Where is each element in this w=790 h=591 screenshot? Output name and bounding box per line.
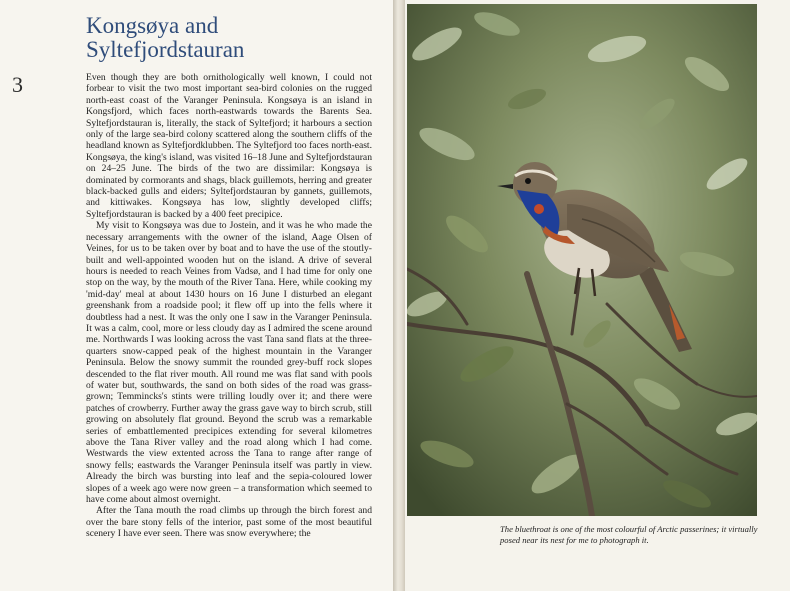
chapter-title-line-2: Syltefjordstauran	[86, 37, 245, 62]
chapter-title-line-1: Kongsøya and	[86, 13, 219, 38]
book-gutter	[393, 0, 405, 591]
photo-caption: The bluethroat is one of the most colourful of Arctic passerines; it virtually posed near its nest for me to photograph it.	[500, 524, 758, 545]
chapter-title	[86, 14, 376, 62]
chapter-number: 3	[12, 72, 23, 97]
paragraph-2: My visit to Kongsøya was due to Jostein, and it was he who made the necessary arrangements with the owner of the island, Aage Olsen of Veines, for us to be taken over by boat and to have the use of the stoutly-built and well-appointed wooden hut on the island. A drive of several hours is needed to reach Veines from Vadsø, and I had time for only one stop on the way, by the mouth of the River Tana. Here, while cooking my 'mid-day' meal at about 1430 hours on 16 June I disturbed an elegant greenshank from a roadside pool; it flew off up into the fells where it doubtless had a nest. It was the only one I saw in the Varanger Peninsula. It was a calm, cool, more or less cloudy day as I admired the scene around me. Northwards I was looking across the vast Tana sand flats at the three-quarters snow-capped peak of the highest mountain in the Varanger Peninsula. Below the snowy summit the rounded grey-buff rock slopes descended to the flat river mouth. All round me was flat sand with pools of water but, southwards, the sand on both sides of the road was grass-grown; Temmincks's stints were trilling loudly over it; and there were patches of crowberry. Further away the grass gave way to birch scrub, still growing on absolutely flat ground. Beyond the scrub was a remarkable series of embattlemented precipices extending for several kilometres above the Tana River valley and the road along which I had come. Westwards the view extented across the Tana to range after range of snowy fells; eastwards the Varanger Peninsula itself was partly in view. Already the birch was bursting into leaf and the sepia-coloured lower slopes of a week ago were now green – a transformation which seemed to have come about almost overnight.	[86, 220, 372, 506]
paragraph-3: After the Tana mouth the road climbs up through the birch forest and over the bare stony fells of the interior, past some of the most beautiful scenery I have ever seen. There was snow everywhere; the	[86, 505, 372, 540]
bluethroat-photo	[407, 4, 757, 516]
body-text	[86, 72, 372, 540]
bluethroat-illustration	[407, 4, 757, 516]
paragraph-1: Even though they are both ornithologically well known, I could not forbear to visit the two most important sea-bird colonies on the rugged north-east coast of the Varanger Peninsula. Kongsøya is an island in Kongsfjord, which faces north-eastwards towards the Barents Sea. Syltefjordstauran is, literally, the stack of Syltefjord; it harbours a section only of the large sea-bird colony scattered along the southern cliffs of the headland known as Syltefjordklubben. The Syltefjord too faces north-east. Kongsøya, the king's island, was visited 16–18 June and Syltefjordstauran on 24–25 June. The birds of the two are dissimilar: Kongsøya is dominated by cormorants and shags, black guillemots, herring and greater black-backed gulls and eiders; Syltefjordstauran by gannets, guillemots, and kittiwakes. Kongsøya has low, slightly developed cliffs; Syltefjordstauran is backed by a 400 feet precipice.	[86, 72, 372, 220]
